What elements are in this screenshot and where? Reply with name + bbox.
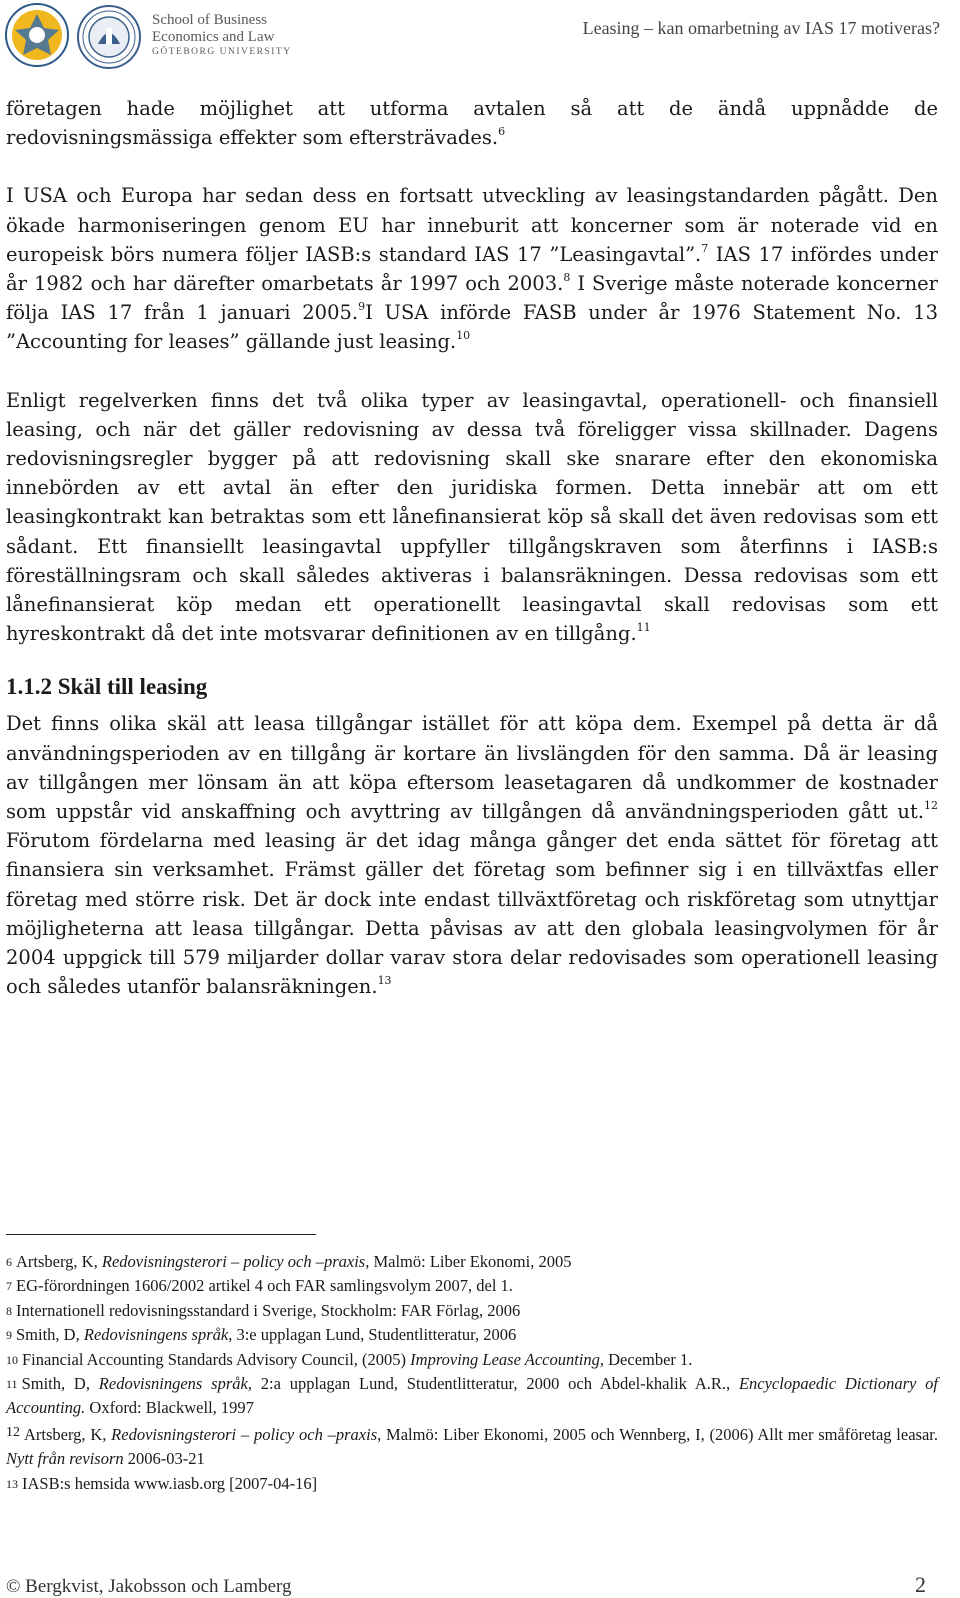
footnote-text: Oxford: Blackwell, 1997 [85, 1398, 254, 1418]
footnote-number: 8 [6, 1303, 12, 1318]
footnote-text: IASB:s hemsida www.iasb.org [2007-04-16] [22, 1473, 318, 1493]
logo-line-1: School of Business [152, 12, 268, 28]
footnote-separator [6, 1234, 316, 1235]
page-header [0, 0, 960, 70]
school-seal-logo [76, 4, 142, 70]
footnote-6 [6, 1250, 938, 1274]
logo-line-2: Economics and Law [152, 29, 275, 45]
footnote-10 [6, 1348, 938, 1372]
footnote-text: , December 1. [599, 1349, 693, 1369]
footnote-number: 7 [6, 1279, 12, 1294]
footnote-title: Redovisningens språk [98, 1374, 248, 1394]
footnote-ref[interactable]: 7 [701, 241, 709, 255]
paragraph-1: företagen hade möjlighet att utforma avtalen så att de ändå uppnådde de redovisningsmässiga effekter som eftersträvades.$^6$ [6, 97, 938, 150]
footnote-text: , Malmö: Liber Ekonomi, 2005 och Wennberg, I, (2006) Allt mer småföretag leasar. [377, 1424, 938, 1444]
paragraph-4: Det finns olika skäl att leasa tillgångar istället för att köpa dem. Exempel på detta är då användningsperioden av en tillgång är kortare än livslängden för den samma. Då är leasing av tillgången mer lönsam än att köpa eftersom leasetagaren då undkommer de kostnader som uppstår vid anskaffning och avyttring av tillgången då användningsperioden gått ut.$^{12}$ Förutom fördelarna med leasing är det idag många gånger det enda sättet för företag att finansiera sin verksamhet. Främst gäller det företag som befinner sig i en tillväxtfas eller företag med större risk. Det är dock inte endast tillväxtföretag och riskföretag som utnyttjar möjligheterna att leasa tillgångar. Detta påvisas av att den globala leasingvolymen för år 2004 uppgick till 579 miljarder dollar varav stora delar redovisades som operationell leasing och således utanför balansräkningen.$^{13}$ [6, 712, 938, 999]
page-number: 2 [915, 1572, 926, 1597]
footnote-text: Smith, D, [16, 1325, 84, 1345]
footnote-title: Improving Lease Accounting [410, 1349, 600, 1369]
footnote-title: Encyclopaedic Dictionary of Accounting. [6, 1374, 938, 1418]
footnote-ref[interactable]: 10 [456, 329, 471, 343]
footnote-ref[interactable]: 6 [498, 125, 506, 139]
footnote-text: Artsberg, K, [16, 1252, 102, 1271]
footnote-ref[interactable]: 13 [377, 974, 392, 988]
footnote-8 [6, 1299, 938, 1323]
footnote-number: 10 [6, 1352, 18, 1367]
footnote-13 [6, 1472, 938, 1496]
footnote-text: Internationell redovisningsstandard i Sverige, Stockholm: FAR Förlag, 2006 [16, 1300, 521, 1320]
section-heading: 1.1.2 Skäl till leasing [6, 674, 208, 700]
university-seal-logo [4, 2, 70, 68]
footnote-text: 2006-03-21 [123, 1449, 205, 1469]
paragraph-3: Enligt regelverken finns det två olika typer av leasingavtal, operationell- och finansiell leasing, och när det gäller redovisning av dessa två föreligger vissa skillnader. Dagens redovisningsregler bygger på att redovisning skall ske snarare efter den ekonomiska innebörden av ett avtal än efter den juridiska formen. Detta innebär att om ett leasingkontrakt kan betraktas som ett lånefinansierat köp så skall det även redovisas som ett sådant. Ett finansiellt leasingavtal uppfyller tillgångskraven som återfinns i IASB:s föreställningsram och skall således aktiveras i balansräkningen. Dessa redovisas som ett lånefinansierat köp medan ett operationellt leasingavtal skall redovisas som ett hyreskontrakt då det inte motsvarar definitionen av en tillgång.$^{11}$ [6, 388, 938, 646]
footnote-number: 9 [6, 1328, 12, 1343]
footnote-text: , 2:a upplagan Lund, Studentlitteratur, 2000 och Abdel-khalik A.R., [247, 1374, 739, 1394]
footnote-9 [6, 1323, 938, 1347]
footnote-text: , Malmö: Liber Ekonomi, 2005 [365, 1252, 572, 1271]
footnote-text: EG-förordningen 1606/2002 artikel 4 och FAR samlingsvolym 2007, del 1. [16, 1276, 513, 1296]
footnote-ref[interactable]: 9 [358, 300, 366, 314]
footnote-ref[interactable]: 11 [636, 621, 651, 635]
footnote-12 [6, 1421, 938, 1472]
footnote-title: Redovisningsterori – policy och –praxis [101, 1252, 366, 1271]
paragraph-2: I USA och Europa har sedan dess en fortsatt utveckling av leasingstandarden pågått. Den ökade harmoniseringen genom EU har inneburit att koncerner som är noterade vid en europeisk börs numera följer IASB:s standard IAS 17 ”Leasingavtal”.$^7$ IAS 17 infördes under år 1982 och har därefter omarbetats år 1997 och 2003.$^8$ I Sverige måste noterade koncerner följa IAS 17 från 1 januari 2005.$^9$I USA införde FASB under år 1976 Statement No. 13 ”Accounting for leases” gällande just leasing.$^{10}$ [6, 184, 938, 354]
footnote-number: 6 [6, 1255, 12, 1269]
footer-authors: © Bergkvist, Jakobsson och Lamberg [6, 1576, 292, 1597]
footnote-text: Smith, D, [21, 1374, 99, 1394]
footnote-ref[interactable]: 12 [924, 799, 938, 813]
footnote-text: Financial Accounting Standards Advisory Council, (2005) [22, 1349, 411, 1369]
footnote-title: Redovisningsterori – policy och –praxis [111, 1424, 378, 1444]
footnote-ref[interactable]: 8 [563, 271, 571, 285]
footnote-text: Artsberg, K, [24, 1424, 112, 1444]
running-title: Leasing – kan omarbetning av IAS 17 motiveras? [582, 18, 940, 38]
footnote-number: 12 [6, 1424, 20, 1440]
footnote-11 [6, 1372, 938, 1421]
logo-line-3: GÖTEBORG UNIVERSITY [152, 47, 292, 57]
footnote-number: 11 [6, 1377, 18, 1392]
footnote-title: Nytt från revisorn [6, 1449, 124, 1469]
footnote-title: Redovisningens språk [83, 1325, 229, 1345]
footnotes [6, 1250, 938, 1496]
footnote-text: , 3:e upplagan Lund, Studentlitteratur, 2006 [228, 1325, 517, 1345]
footnote-7 [6, 1274, 938, 1298]
footnote-number: 13 [6, 1476, 18, 1491]
body-text [6, 94, 938, 1001]
school-name-logo [152, 12, 292, 59]
